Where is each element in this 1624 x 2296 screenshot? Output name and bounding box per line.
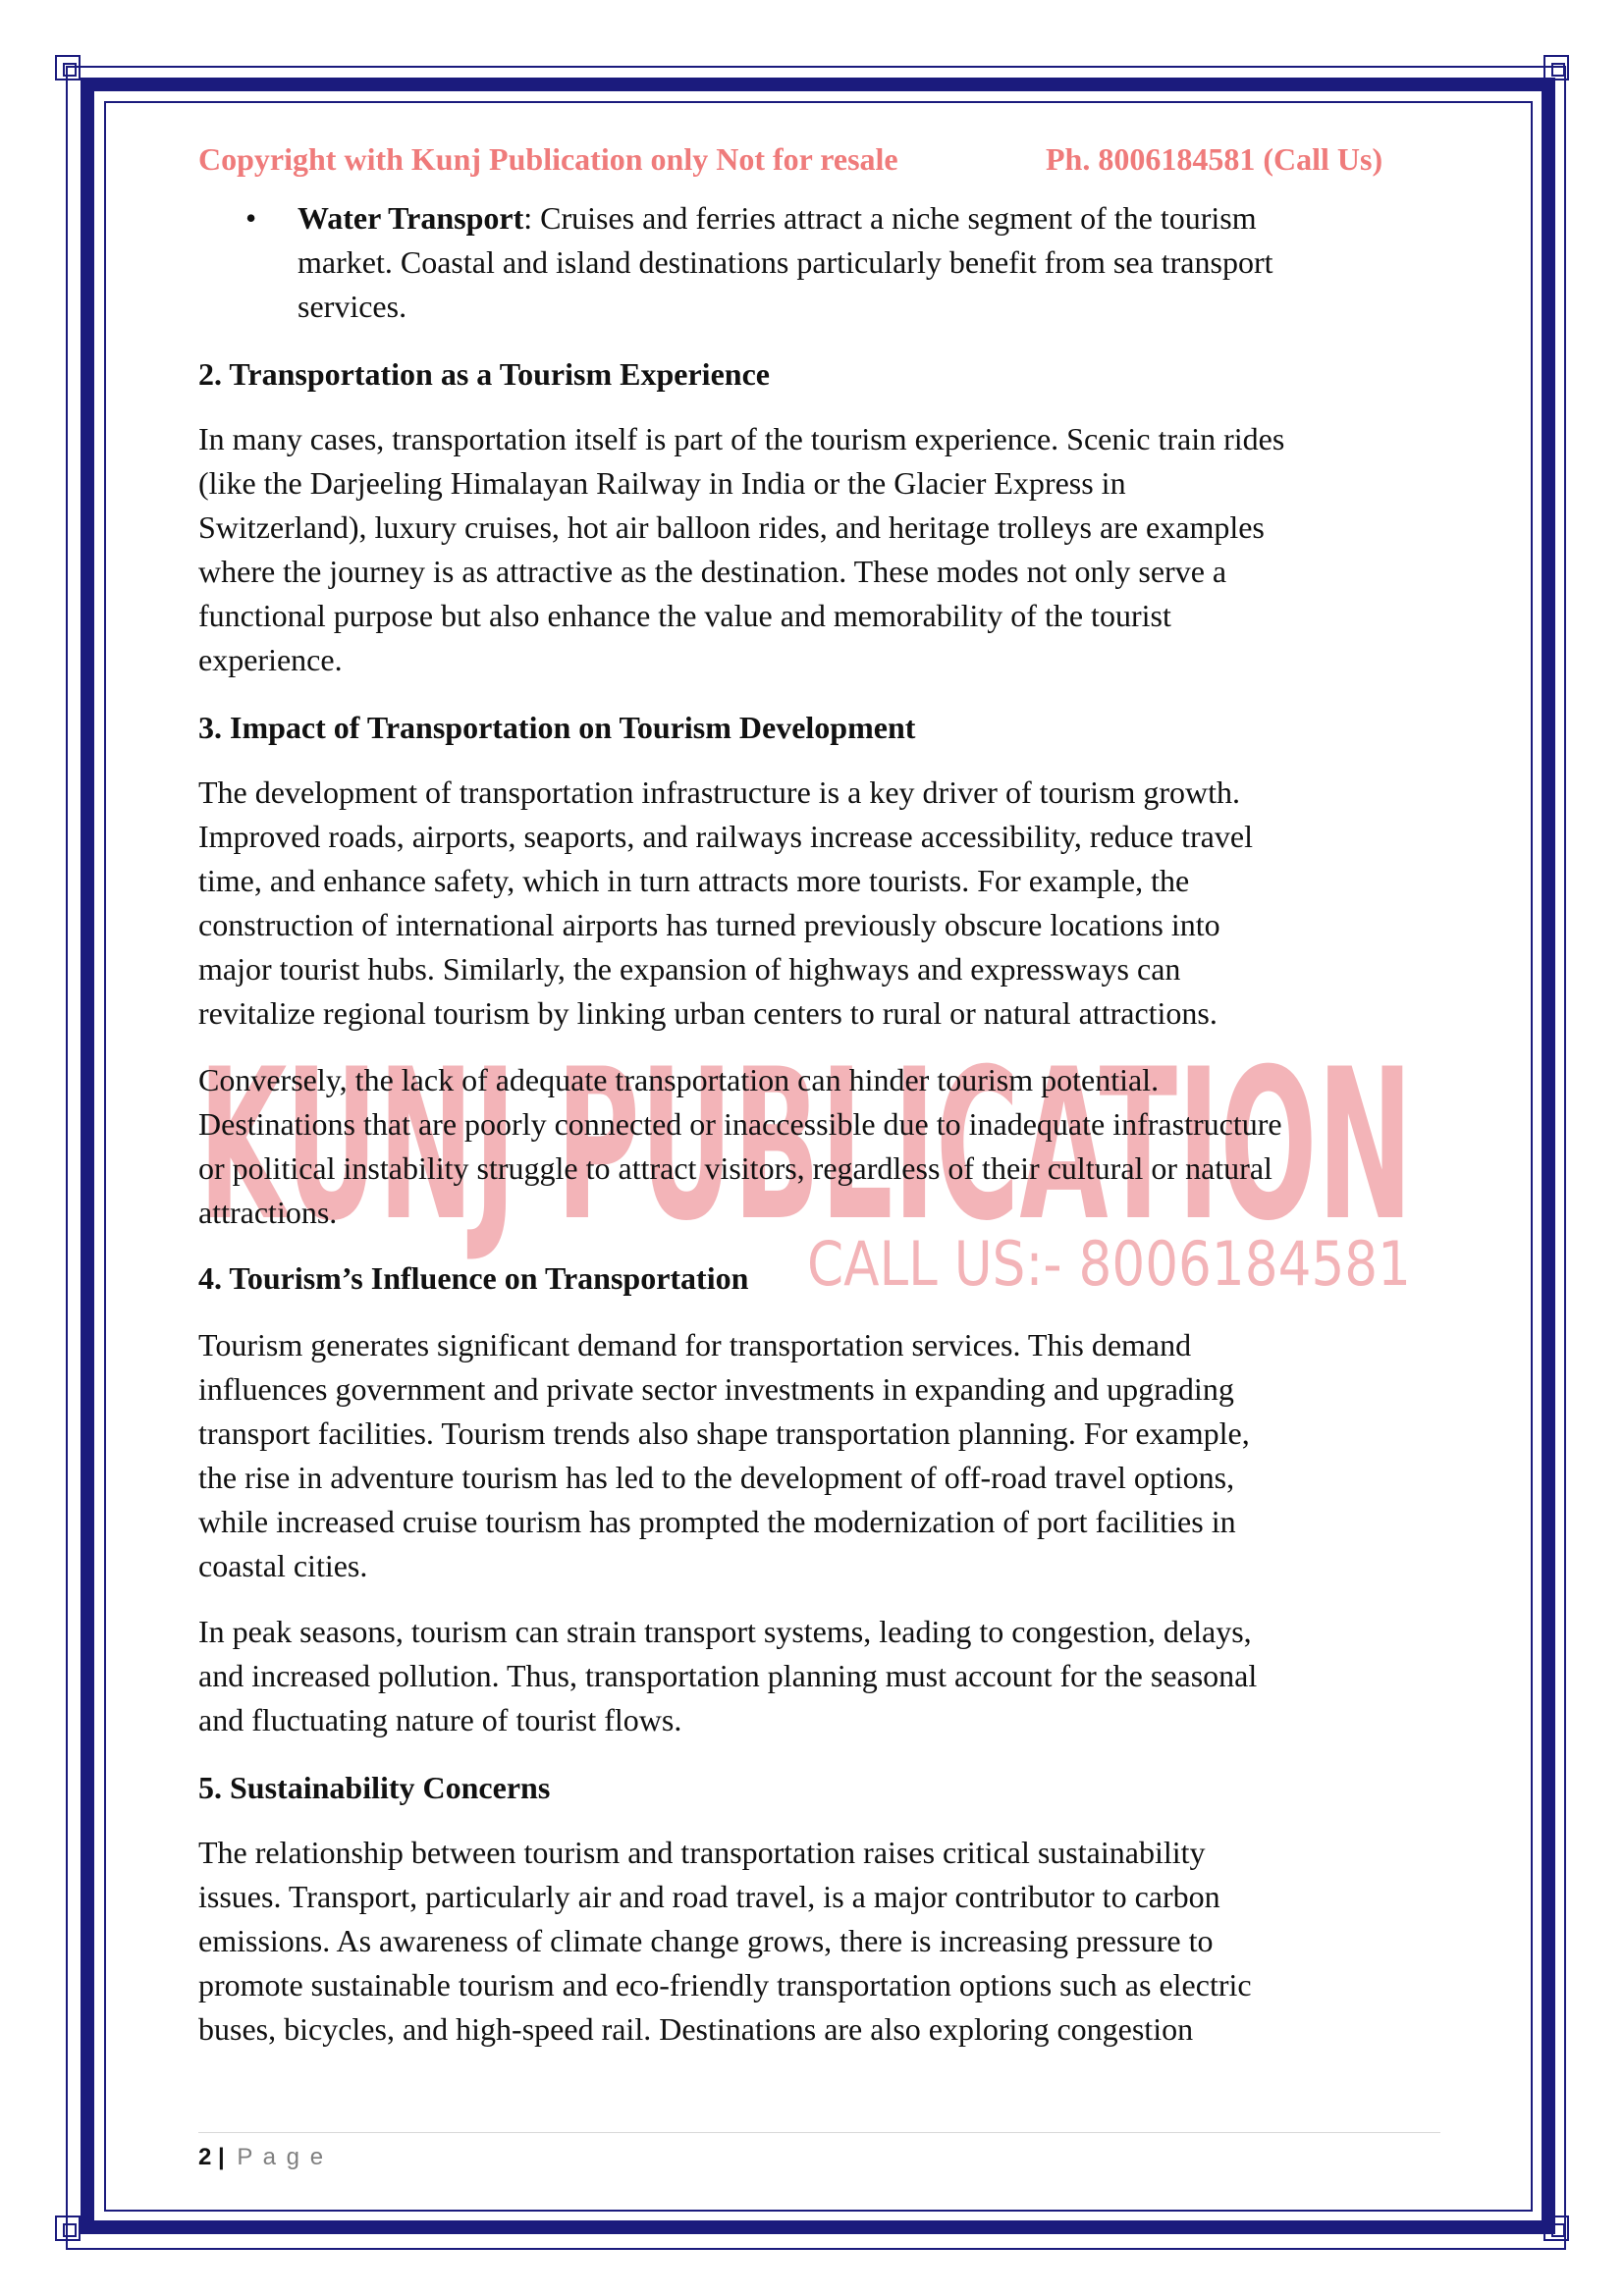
paragraph-line: major tourist hubs. Similarly, the expansion of highways and expressways can	[198, 950, 1181, 987]
page-label: P a g e	[237, 2144, 326, 2170]
page-footer	[198, 2144, 325, 2171]
paragraph-line: experience.	[198, 641, 343, 677]
paragraph-line: or political instability struggle to attract visitors, regardless of their cultural or natural	[198, 1149, 1272, 1186]
section-heading: 4. Tourism’s Influence on Transportation	[198, 1259, 749, 1296]
paragraph-line: Switzerland), luxury cruises, hot air balloon rides, and heritage trolleys are examples	[198, 508, 1265, 545]
paragraph-line: emissions. As awareness of climate change grows, there is increasing pressure to	[198, 1922, 1214, 1958]
bullet-text: : Cruises and ferries attract a niche segment of the tourism	[523, 199, 1257, 236]
corner-ornament-bottom-right	[1543, 2216, 1569, 2241]
paragraph-line: Destinations that are poorly connected or inaccessible due to inadequate infrastructure	[198, 1105, 1282, 1142]
paragraph	[198, 1058, 1282, 1235]
bullet-line	[298, 196, 1272, 240]
paragraph-line: (like the Darjeeling Himalayan Railway in India or the Glacier Express in	[198, 464, 1126, 501]
paragraph-line: In many cases, transportation itself is part of the tourism experience. Scenic train rides	[198, 420, 1285, 456]
paragraph-line: time, and enhance safety, which in turn attracts more tourists. For example, the	[198, 862, 1190, 898]
footer-divider	[198, 2132, 1440, 2133]
paragraph-line: where the journey is as attractive as the destination. These modes not only serve a	[198, 553, 1227, 589]
section-heading: 3. Impact of Transportation on Tourism Development	[198, 709, 916, 745]
paragraph-line: while increased cruise tourism has prompted the modernization of port facilities in	[198, 1503, 1236, 1539]
paragraph-line: promote sustainable tourism and eco-friendly transportation options such as electric	[198, 1966, 1252, 2002]
paragraph-line: The relationship between tourism and transportation raises critical sustainability	[198, 1834, 1206, 1870]
page-number: 2	[198, 2144, 212, 2170]
corner-ornament-top-left	[55, 55, 81, 80]
bullet-line: services.	[298, 288, 407, 324]
footer-separator: |	[218, 2144, 225, 2170]
section-heading: 2. Transportation as a Tourism Experience	[198, 355, 770, 392]
paragraph-line: Conversely, the lack of adequate transportation can hinder tourism potential.	[198, 1061, 1160, 1097]
paragraph-line: the rise in adventure tourism has led to the development of off-road travel options,	[198, 1459, 1235, 1495]
header-copyright: Copyright with Kunj Publication only Not for resale	[198, 141, 898, 177]
paragraph-line: In peak seasons, tourism can strain transport systems, leading to congestion, delays,	[198, 1613, 1252, 1649]
paragraph-line: revitalize regional tourism by linking urban centers to rural or natural attractions.	[198, 994, 1218, 1031]
watermark-phone-text: CALL US:- 8006184581	[807, 1228, 1411, 1300]
corner-ornament-top-right	[1543, 55, 1569, 80]
paragraph-line: influences government and private sector investments in expanding and upgrading	[198, 1370, 1234, 1407]
watermark-brand-text: KUNJ PUBLICATION	[198, 1024, 1413, 1266]
paragraph	[198, 1831, 1252, 2052]
paragraph-line: and fluctuating nature of tourist flows.	[198, 1701, 682, 1737]
paragraph-line: attractions.	[198, 1194, 338, 1230]
header-phone: Ph. 8006184581 (Call Us)	[1046, 141, 1383, 177]
bullet-item-water-transport	[298, 196, 1272, 329]
paragraph-line: Improved roads, airports, seaports, and railways increase accessibility, reduce travel	[198, 818, 1253, 854]
paragraph-line: and increased pollution. Thus, transportation planning must account for the seasonal	[198, 1657, 1258, 1693]
paragraph-line: buses, bicycles, and high-speed rail. Destinations are also exploring congestion	[198, 2010, 1194, 2047]
paragraph-line: functional purpose but also enhance the value and memorability of the tourist	[198, 597, 1171, 633]
paragraph-line: transport facilities. Tourism trends also shape transportation planning. For example,	[198, 1415, 1250, 1451]
section-heading: 5. Sustainability Concerns	[198, 1769, 551, 1805]
corner-ornament-bottom-left	[55, 2216, 81, 2241]
paragraph-line: issues. Transport, particularly air and road travel, is a major contributor to carbon	[198, 1878, 1220, 1914]
paragraph-line: Tourism generates significant demand for transportation services. This demand	[198, 1326, 1192, 1362]
bullet-symbol: •	[245, 199, 257, 236]
bullet-line: market. Coastal and island destinations particularly benefit from sea transport	[298, 243, 1273, 280]
paragraph	[198, 1610, 1257, 1742]
paragraph-line: construction of international airports has turned previously obscure locations into	[198, 906, 1220, 942]
paragraph-line: The development of transportation infrastructure is a key driver of tourism growth.	[198, 774, 1241, 810]
bullet-term: Water Transport	[298, 199, 524, 236]
paragraph	[198, 417, 1284, 682]
paragraph	[198, 771, 1253, 1036]
paragraph-line: coastal cities.	[198, 1547, 368, 1583]
paragraph	[198, 1323, 1250, 1588]
